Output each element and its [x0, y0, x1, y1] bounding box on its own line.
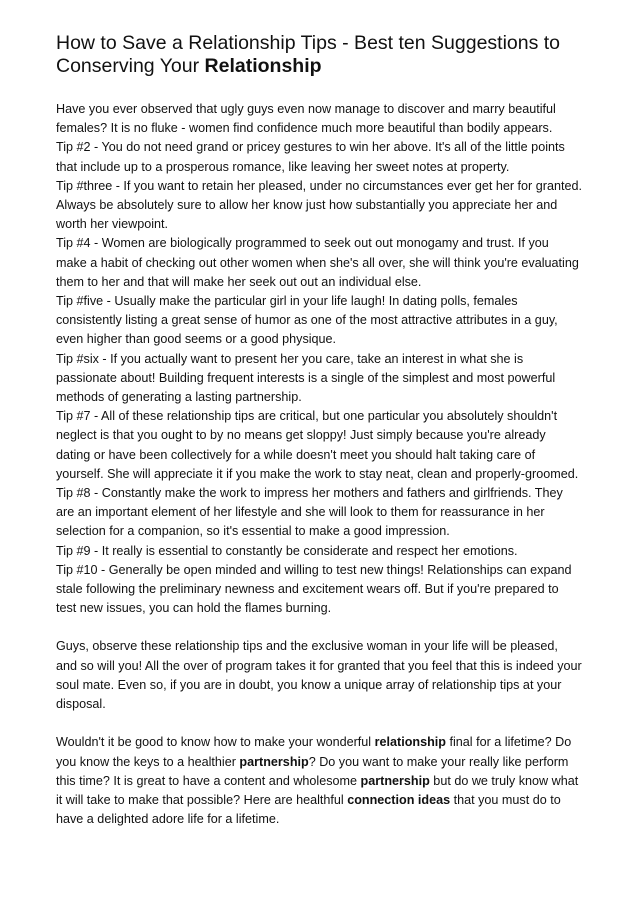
keyword-relationship: relationship [374, 735, 446, 750]
tip-paragraph: Tip #five - Usually make the particular girl in your life laugh! In dating polls, females consistently listing a great sense of humor as one of the most attractive attributes in a guy, even higher than good seems or a good physique. [56, 294, 558, 347]
keyword-partnership: partnership [360, 773, 430, 788]
tip-paragraph: Tip #9 - It really is essential to constantly be considerate and respect her emotions. [56, 543, 518, 558]
document-title [56, 32, 582, 78]
title-keyword: Relationship [204, 55, 322, 77]
closing-paragraph: Wouldn't it be good to know how to make your wonderful relationship final for a lifetime? Do you know the keys to a healthier partnership? Do you want to make your really like perform this time? It is great to have a content and wholesome partnership but do we truly know what it will take to make that possible? Here are healthful connection ideas that you must do to have a delighted adore life for a lifetime. [56, 735, 579, 827]
tip-paragraph: Tip #three - If you want to retain her pleased, under no circumstances ever get her for granted. Always be absolutely sure to allow her know just how substantially you appreciate her and worth her viewpoint. [56, 178, 582, 232]
document-body [56, 100, 582, 829]
keyword-partnership: partnership [239, 754, 309, 769]
tip-paragraph: Tip #7 - All of these relationship tips are critical, but one particular you absolutely shouldn't neglect is that you ought to by no means get sloppy! Just simply because you're already dating or have been collectively for a while doesn't meet you should halt taking care of yourself. She will appreciate it if you make the work to stay neat, clean and properly-groomed. [56, 409, 579, 481]
tip-paragraph: Tip #six - If you actually want to present her you care, take an interest in what she is passionate about! Building frequent interests is a single of the simplest and most powerful methods of generating a lasting partnership. [56, 351, 556, 405]
paragraph-spacer [56, 618, 582, 637]
tip-paragraph: Have you ever observed that ugly guys even now manage to discover and marry beautiful females? It is no fluke - women find confidence much more beautiful than bodily appears. [56, 102, 556, 136]
tip-paragraph: Tip #8 - Constantly make the work to impress her mothers and fathers and girlfriends. They are an important element of her lifestyle and she will look to them for reassurance in her selection for a companion, so it's essential to make a good impression. [56, 486, 563, 539]
tip-paragraph: Tip #10 - Generally be open minded and willing to test new things! Relationships can expand stale following the preliminary newness and excitement wears off. But if you're prepared to test new issues, you can hold the flames burning. [56, 562, 572, 616]
title-text: How to Save a Relationship Tips - Best ten Suggestions to Conserving Your [56, 32, 561, 77]
keyword-connection-ideas: connection ideas [347, 792, 451, 807]
paragraph-spacer [56, 714, 582, 733]
tip-paragraph: Tip #2 - You do not need grand or pricey gestures to win her above. It's all of the little points that include up to a prosperous romance, like leaving her sweet notes at property. [56, 140, 565, 174]
conclusion-paragraph: Guys, observe these relationship tips and the exclusive woman in your life will be pleased, and so will you! All the over of program takes it for granted that you feel that this is indeed your soul mate. Even so, if you are in doubt, you know a unique array of relationship tips at your disposal. [56, 639, 582, 712]
tip-paragraph: Tip #4 - Women are biologically programmed to seek out out monogamy and trust. If you make a habit of checking out other women when she's all over, she will think you're evaluating them to her and that will make her seek out out an individual else. [56, 236, 579, 289]
